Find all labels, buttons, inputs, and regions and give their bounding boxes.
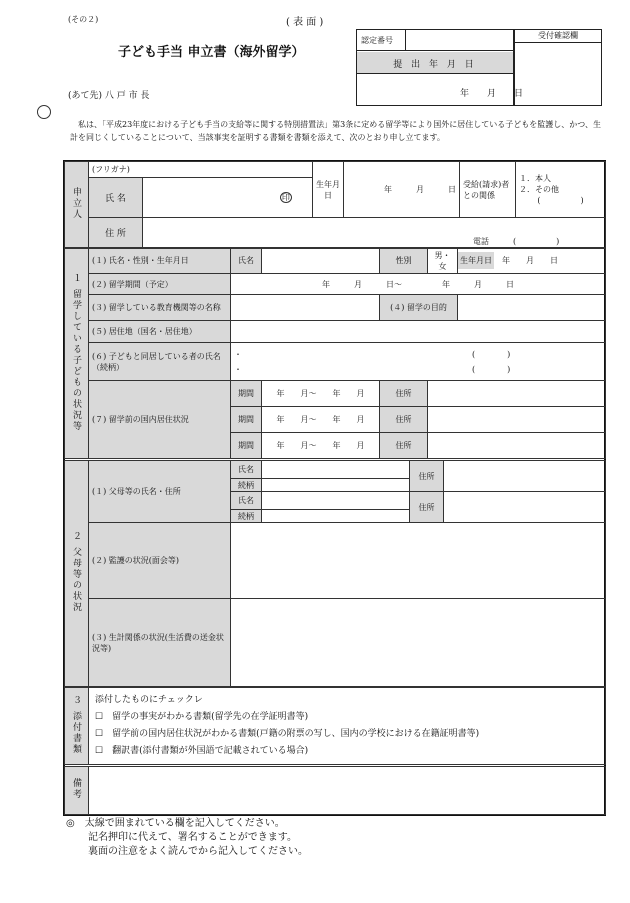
period-label-2: 期間 [231,407,262,433]
sex-label: 性別 [380,249,428,274]
applicant-birth-field[interactable]: 年 月 日 [344,162,460,218]
prior-period-field-2[interactable]: 年 月～ 年 月 [262,407,380,433]
addressee: (あて先) 八 戸 市 長 [68,91,150,101]
footer-notes [66,817,308,859]
form-number: (その２) [68,15,99,24]
parent2-relation-field[interactable] [262,510,410,523]
punch-hole-mark [37,105,51,119]
s1-row3-label: (３) 留学している教育機関等の名称 [89,295,231,321]
checkbox-icon[interactable]: ☐ [95,746,104,756]
institution-field[interactable] [231,295,380,321]
remarks-field[interactable] [89,767,606,815]
section1-label: １ 留学している子どもの状況等 [65,249,89,459]
s2-row1-label: (１) 父母等の氏名・住所 [89,461,231,523]
prior-address-field-1[interactable] [428,381,606,407]
prior-period-field-3[interactable]: 年 月～ 年 月 [262,433,380,459]
name-label: 氏 名 [89,178,143,218]
prior-address-label-3: 住所 [380,433,428,459]
prior-address-label-2: 住所 [380,407,428,433]
submit-date-value[interactable]: 年 月 日 [460,89,524,99]
parent2-name-label: 氏名 [231,492,262,510]
relation-label: 受給(請求)者との関係 [460,162,516,218]
parent1-address-label: 住所 [410,461,444,492]
parent2-relation-label: 続柄 [231,510,262,523]
footer-note-3: 裏面の注意をよく読んでから記入してください。 [88,846,308,857]
phone-label: 電話 [473,237,489,246]
livelihood-field[interactable] [231,599,606,687]
sex-field[interactable]: 男・女 [428,249,458,274]
residence-field[interactable] [231,321,606,343]
s1-row1-label: (１) 氏名・性別・生年月日 [89,249,231,274]
attachments-heading: 添付したものにチェックレ [95,695,203,705]
s2-row3-label: (３) 生計関係の状況(生活費の送金状況等) [89,599,231,687]
parent2-name-field[interactable] [262,492,410,510]
attachments-list [89,688,606,765]
s2-row2-label: (２) 監護の状況(面会等) [89,523,231,599]
s1-row5-label: (５) 居住地（国名・居住地） [89,321,231,343]
custody-field[interactable] [231,523,606,599]
applicant-table [64,161,606,248]
checkbox-icon[interactable]: ☐ [95,712,104,722]
attachment-item-2: ☐ 留学前の国内居住状況がわかる書類(戸籍の附票の写し、国内の学校における在籍証明書等) [95,729,480,739]
section2-table [64,460,606,687]
parent1-address-field[interactable] [444,461,606,492]
s1-row2-label: (２) 留学期間（予定） [89,273,231,295]
submit-date-label: 提 出 年 月 日 [393,60,477,70]
child-birth-field[interactable]: 生年月日 年 月 日 [458,249,606,274]
footer-note-2: 記名押印に代えて、署名することができます。 [88,832,297,843]
attachment-item-3: ☐ 翻訳書(添付書類が外国語で記載されている場合) [95,746,309,756]
checkbox-icon[interactable]: ☐ [95,729,104,739]
phone-field: ( ) [513,237,560,246]
period-label-1: 期間 [231,381,262,407]
side-label: ( 表 面 ) [286,17,324,28]
attachment-item-1: ☐ 留学の事実がわかる書類(留学先の在学証明書等) [95,712,309,722]
parent1-relation-label: 続柄 [231,479,262,492]
s1-row6-label: (６) 子どもと同居している者の氏名（続柄） [89,342,231,381]
section1-table [64,248,606,459]
footer-note-1: ◎ 太線で囲まれている欄を記入してください。 [66,818,285,829]
remarks-label: 備考 [65,767,89,815]
purpose-label: (４) 留学の目的 [380,295,458,321]
page-title: 子ども手当 申立書（海外留学） [118,45,305,60]
parent1-name-label: 氏名 [231,461,262,479]
child-name-field[interactable] [262,249,380,274]
s1-row7-label: (７) 留学前の国内居住状況 [89,381,231,459]
relation-options[interactable]: １．本人 ２．その他 ( ) [516,162,606,218]
receipt-label: 受付確認欄 [514,30,602,43]
purpose-field[interactable] [458,295,606,321]
seal-mark: 印 [281,193,290,202]
section2-label: ２ 父母等の状況 [65,461,89,687]
section3-label: ３ 添付書類 [65,688,89,765]
prior-address-field-3[interactable] [428,433,606,459]
applicant-section-label: 申立人 [65,162,89,248]
parent1-name-field[interactable] [262,461,410,479]
study-period-field[interactable]: 年 月 日～ 年 月 日 [231,273,606,295]
cert-number-label: 認定番号 [361,36,393,45]
parent1-relation-field[interactable] [262,479,410,492]
applicant-name-field[interactable] [143,178,313,218]
prior-address-field-2[interactable] [428,407,606,433]
parent2-address-field[interactable] [444,492,606,523]
section3-table [64,687,606,765]
cohabitant-field[interactable]: ・ ( ) ・ ( ) [231,342,606,381]
intro-text: 私は、「平成23年度における子ども手当の支給等に関する特別措置法」第3条に定める留学等により国外に居住している子どもを監護し、かつ、生計を同じくしていることについて、当該事実を証明する書類を書類を添えて、次のとおり申し立てます。 [70,120,601,142]
parent2-address-label: 住所 [410,492,444,523]
birth-label: 生年月日 [313,162,344,218]
prior-address-label-1: 住所 [380,381,428,407]
prior-period-field-1[interactable]: 年 月～ 年 月 [262,381,380,407]
applicant-address-field[interactable] [143,218,606,248]
address-label: 住 所 [89,218,143,248]
period-label-3: 期間 [231,433,262,459]
s1-name-label: 氏名 [231,249,262,274]
furigana-label: (フリガナ) [89,162,313,178]
remarks-table [64,766,606,815]
